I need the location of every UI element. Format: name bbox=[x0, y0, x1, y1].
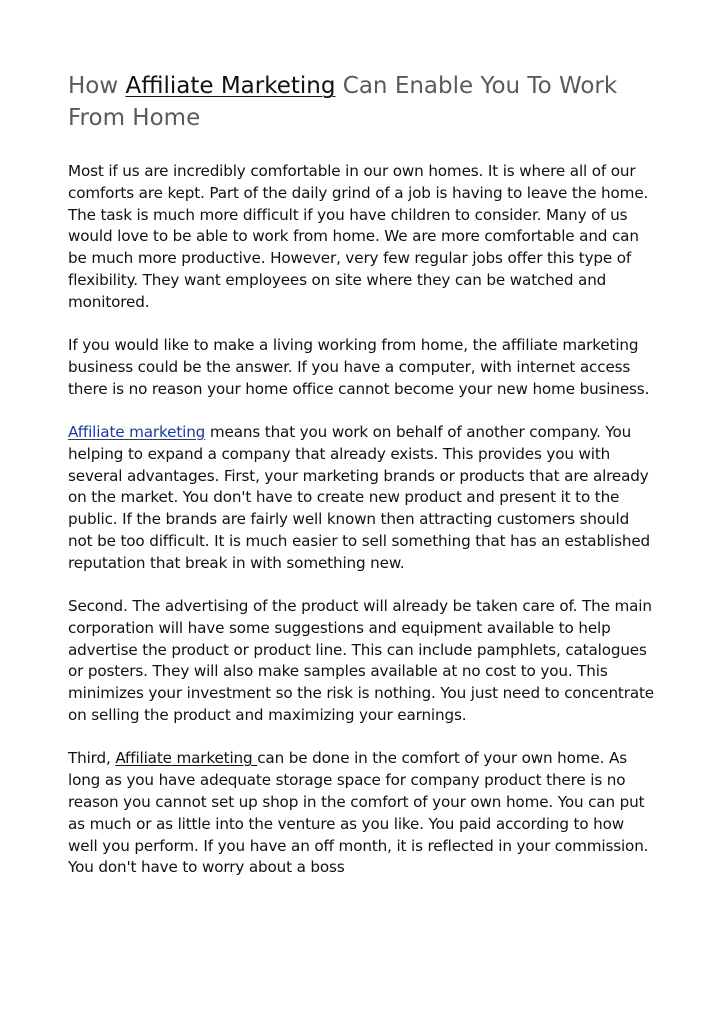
paragraph-3-text: means that you work on behalf of another company. You helping to expand a company that already exists. This provides you with several advantages. First, your marketing brands or products that are already on the market. You don't have to create new product and present it to the public. If the brands are fairly well known then attracting customers should not be too difficult. It is much easier to sell something that has an established reputation that break in with something new. bbox=[68, 422, 651, 572]
affiliate-marketing-link-2[interactable]: Affiliate marketing bbox=[115, 749, 258, 768]
paragraph-4: Second. The advertising of the product will already be taken care of. The main corporation will have some suggestions and equipment available to help advertise the product or product line. This can include pamphlets, catalogues or posters. They will also make samples available at no cost to you. This minimizes your investment so the risk is nothing. You just need to concentrate on selling the product and maximizing your earnings. bbox=[68, 597, 654, 725]
affiliate-marketing-link[interactable]: Affiliate marketing bbox=[68, 422, 206, 441]
paragraph-5-lead: Third, bbox=[68, 749, 116, 768]
paragraph-5-text: can be done in the comfort of your own home. As long as you have adequate storage space for company product there is no reason you cannot set up shop in the comfort of your own home. You can put as much or as little into the venture as you like. You paid according to how well you perform. If you have an off month, it is reflected in your commission. You don't have to worry about a boss bbox=[68, 749, 649, 877]
paragraph-1: Most if us are incredibly comfortable in our own homes. It is where all of our comforts are kept. Part of the daily grind of a job is having to leave the home. The task is much more difficult if you have children to consider. Many of us would love to be able to work from home. We are more comfortable and can be much more productive. However, very few regular jobs offer this type of flexibility. They want employees on site where they can be watched and monitored. bbox=[68, 162, 649, 311]
title-prefix: How bbox=[68, 73, 126, 99]
paragraph-2: If you would like to make a living working from home, the affiliate marketing business could be the answer. If you have a computer, with internet access there is no reason your home office cannot become your new home business. bbox=[68, 336, 650, 398]
page-title bbox=[68, 70, 658, 134]
paragraph-3 bbox=[68, 422, 658, 575]
title-affiliate-marketing-link[interactable]: Affiliate Marketing bbox=[125, 73, 336, 99]
title-suffix: Can Enable You To Work From Home bbox=[68, 73, 618, 131]
document-page bbox=[68, 70, 658, 901]
paragraph-5 bbox=[68, 748, 658, 879]
